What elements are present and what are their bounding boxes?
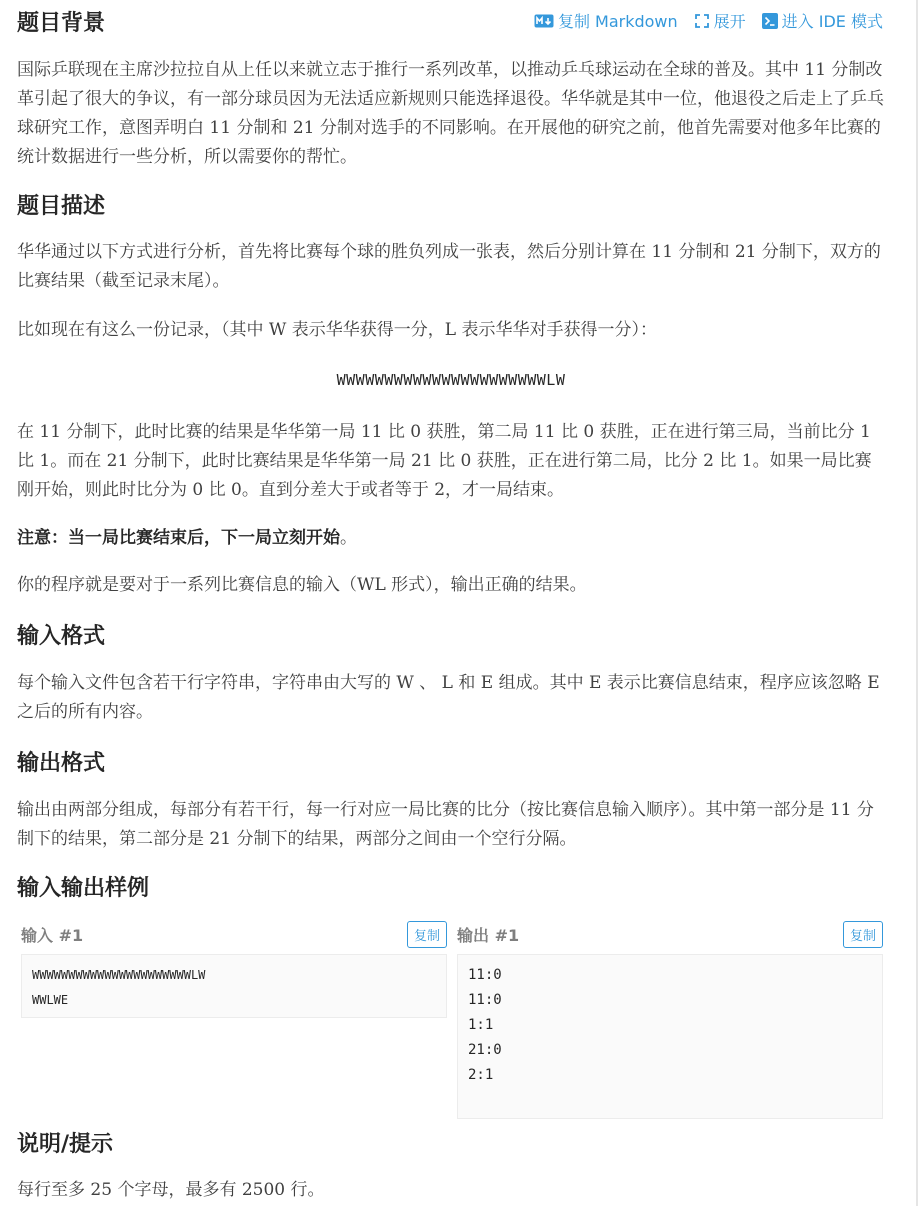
sample-output-line: 2:1 (468, 1067, 494, 1083)
terminal-icon (762, 13, 778, 29)
hint-text: 每行至多 25 个字母，最多有 2500 行。 (17, 1180, 325, 1200)
copy-input-button[interactable]: 复制 (407, 921, 447, 948)
sample-output-box[interactable] (457, 954, 883, 1119)
sample-input-line: WWWWWWWWWWWWWWWWWWWWWWLW (32, 968, 206, 982)
hint-title: 说明/提示 (17, 1132, 114, 1157)
description-title: 题目描述 (17, 194, 106, 219)
sample-input-label: 输入 #1 (21, 925, 84, 945)
sample-output-line: 21:0 (468, 1042, 502, 1058)
sample-output-line: 11:0 (468, 967, 502, 983)
background-title: 题目背景 (17, 11, 106, 36)
copy-markdown-button[interactable] (534, 9, 678, 32)
description-paragraph-3: 在 11 分制下，此时比赛的结果是华华第一局 11 比 0 获胜，第二局 11 比 0 获胜，正在进行第三局，当前比分 1 比 1。而在 21 分制下，此时比赛结果是华华第一局 21 比 0 获胜，正在进行第二局，比分 2 比 1。如果一局比赛刚开始，则此时比分为 0 比 0。直到分差大于或者等于 2，才一局结束。 (17, 422, 872, 500)
description-paragraph-1: 华华通过以下方式进行分析，首先将比赛每个球的胜负列成一张表，然后分别计算在 11 分制和 21 分制下，双方的比赛结果（截至记录末尾）。 (17, 242, 881, 291)
input-format-title: 输入格式 (17, 624, 106, 649)
sample-record-formula: WWWWWWWWWWWWWWWWWWWWWWLW (336, 371, 566, 389)
expand-icon (694, 13, 710, 29)
sample-output-block (457, 920, 883, 1119)
note-bold-text: 注意：当一局比赛结束后，下一局立刻开始 (17, 528, 340, 548)
note-tail: 。 (340, 528, 357, 548)
sample-input-box[interactable] (21, 954, 447, 1018)
sample-output-label: 输出 #1 (457, 925, 520, 945)
copy-markdown-label: 复制 Markdown (557, 12, 678, 31)
expand-label: 展开 (713, 12, 746, 31)
sample-output-line: 11:0 (468, 992, 502, 1008)
input-format-text: 每个输入文件包含若干行字符串，字符串由大写的 W 、 L 和 E 组成。其中 E 表示比赛信息结束，程序应该忽略 E 之后的所有内容。 (17, 673, 880, 722)
description-paragraph-2: 比如现在有这么一份记录，（其中 W 表示华华获得一分，L 表示华华对手获得一分）： (17, 320, 657, 340)
copy-output-button[interactable]: 复制 (843, 921, 883, 948)
markdown-icon (534, 14, 554, 28)
description-paragraph-4: 你的程序就是要对于一系列比赛信息的输入（WL 形式），输出正确的结果。 (17, 575, 587, 595)
sample-output-header (457, 920, 883, 948)
ide-mode-label: 进入 IDE 模式 (781, 12, 883, 31)
samples-title: 输入输出样例 (17, 876, 150, 901)
output-format-text: 输出由两部分组成，每部分有若干行，每一行对应一局比赛的比分（按比赛信息输入顺序）。其中第一部分是 11 分制下的结果，第二部分是 21 分制下的结果，两部分之间由一个空行分隔。 (17, 800, 874, 849)
sample-input-header (21, 920, 447, 948)
toolbar (534, 9, 883, 32)
output-format-title: 输出格式 (17, 751, 106, 776)
note-paragraph (17, 524, 885, 553)
sample-input-line: WWLWE (32, 993, 69, 1007)
expand-button[interactable] (694, 9, 746, 32)
ide-mode-button[interactable] (762, 9, 883, 32)
sample-input-block (21, 920, 447, 1018)
background-text: 国际乒联现在主席沙拉拉自从上任以来就立志于推行一系列改革，以推动乒乓球运动在全球的普及。其中 11 分制改革引起了很大的争议，有一部分球员因为无法适应新规则只能选择退役。华华就是其中一位，他退役之后走上了乒乓球研究工作，意图弄明白 11 分制和 21 分制对选手的不同影响。在开展他的研究之前，他首先需要对他多年比赛的统计数据进行一些分析，所以需要你的帮忙。 (17, 60, 884, 167)
sample-output-line: 1:1 (468, 1017, 494, 1033)
